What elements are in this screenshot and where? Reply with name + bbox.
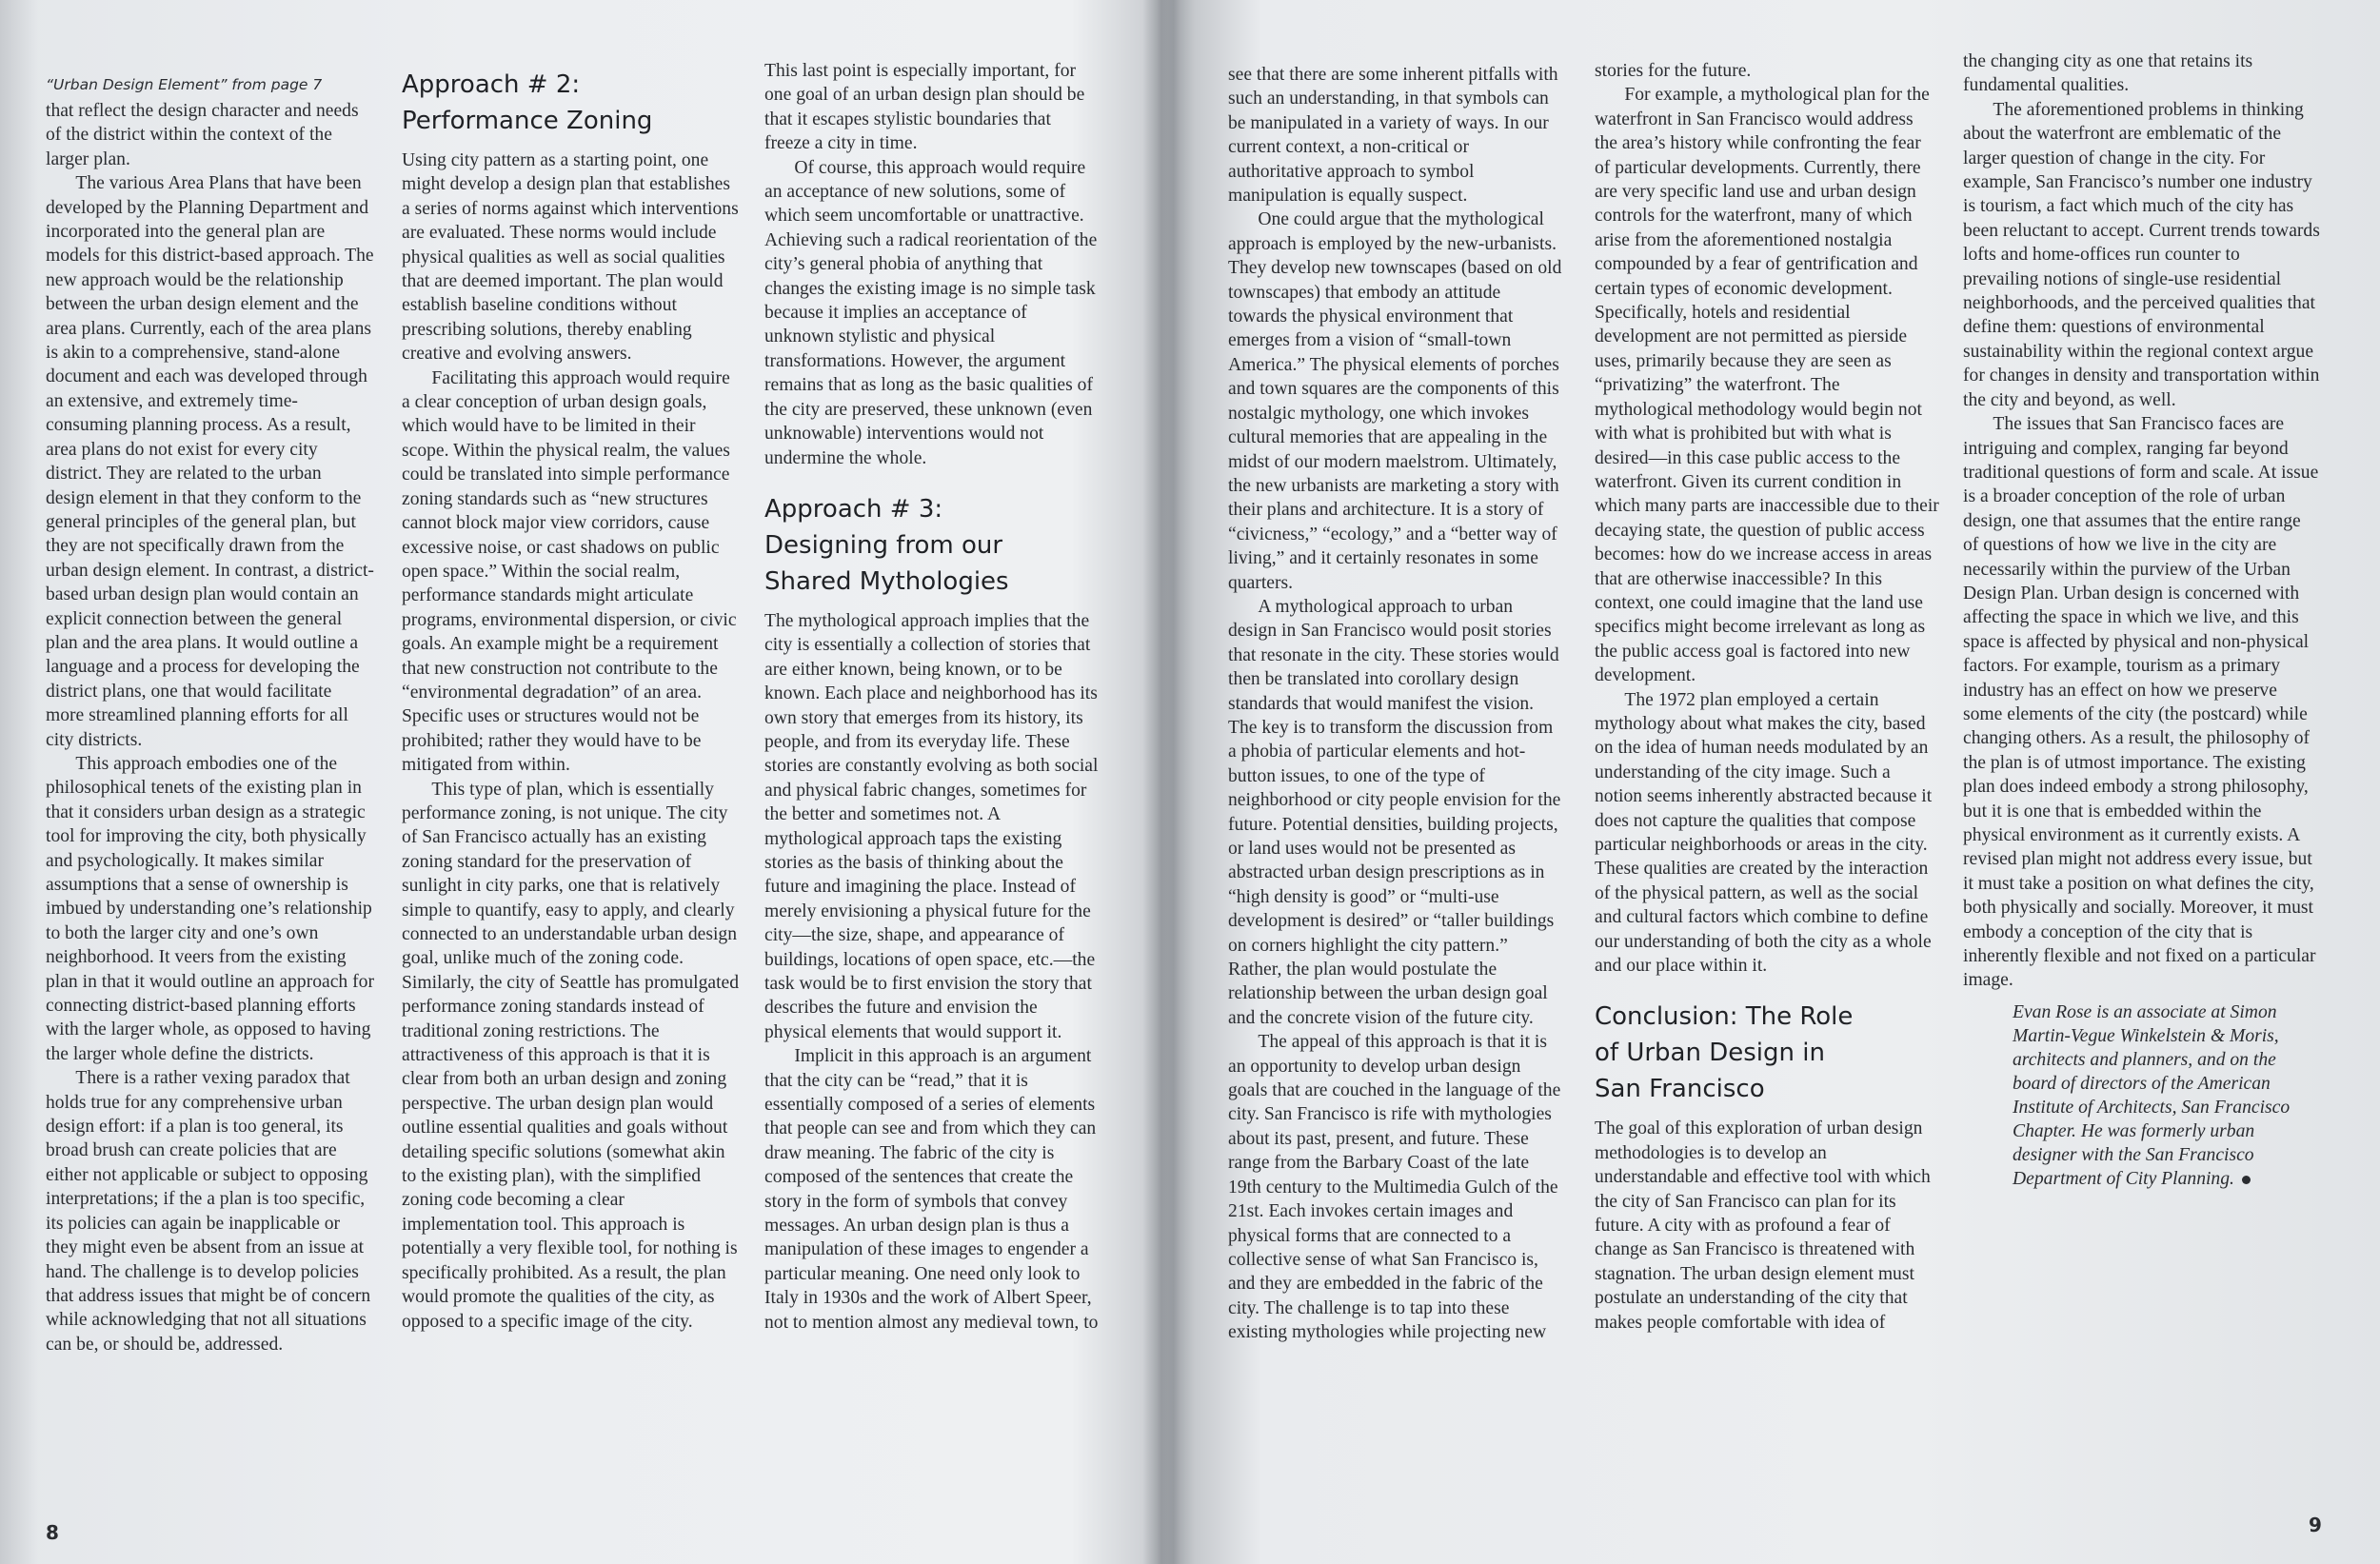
author-byline-text: Evan Rose is an associate at Simon Martin-Vegue Winkelstein & Moris, architects and planners, and on the board of directors of the American Institute of Architects, San Francisco Chapter. He was formerly urban designer with the San Francisco Department of City Planning. xyxy=(2013,1001,2291,1189)
paragraph: The aforementioned problems in thinking about the waterfront are emblematic of the larger question of change in the city. For example, San Francisco’s number one industry is tourism, a fact which much of the city has been reluctant to accept. Current trends towards lofts and home-offices run counter to prevailing notions of single-use residential neighborhoods, and the perceived qualities that define them: questions of environmental sustainability within the regional context argue for changes in density and transportation within the city and beyond, as well. xyxy=(1963,99,2320,410)
paragraph: The mythological approach implies that the city is essentially a collection of stories that are either known, being known, or to be known. Each place and neighborhood has its own story that emerges from its history, its people, and from its everyday life. These stories are constantly evolving as both social and physical fabric changes, sometimes for the better and sometimes not. A mythological approach taps the existing stories as the basis of thinking about the future and imagining the place. Instead of merely envisioning a physical future for the city—the size, shape, and appearance of buildings, locations of open space, etc.—the task would be to first envision the story that describes the future and envision the physical elements that would support it. xyxy=(764,610,1099,1042)
paragraph: see that there are some inherent pitfalls with such an understanding, in that symbols can be manipulated in a variety of ways. In our current context, a non-critical or authoritative approach to symbol manipulation is equally suspect. xyxy=(1228,65,1558,207)
page-number-left: 8 xyxy=(46,1521,59,1544)
heading-line: Conclusion: The Role xyxy=(1595,1002,1854,1032)
paragraph: This approach embodies one of the philosophical tenets of the existing plan in that it considers urban design as a strategic tool for improving the city, both physically and psychologically. It makes similar assumptions that a sense of ownership is imbued by understanding one’s relationship to both the larger city and one’s own neighborhood. It veers from the existing plan in that it would outline an approach for connecting district-based planning efforts with the larger whole, as opposed to having the larger whole define the districts. xyxy=(46,753,374,1064)
paragraph: Of course, this approach would require an acceptance of new solutions, some of which seem uncomfortable or unattractive. Achieving such a radical reorientation of the city’s general phobia of anything that changes the existing image is no simple task because it implies an acceptance of unknown stylistic and physical transformations. However, the argument remains that as long as the basic qualities of the city are preserved, these unknown (even unknowable) interventions would not undermine the whole. xyxy=(764,157,1098,468)
spine-gutter xyxy=(1142,0,1180,1564)
paragraph: There is a rather vexing paradox that holds true for any comprehensive urban design effort: if a plan is too general, its broad brush can create policies that are either not applicable or subject to opposing interpretations; if the a plan is too specific, its policies can again be inapplicable or they might even be absent from an issue at hand. The challenge is to develop policies that address issues that might be of concern while acknowledging that not all situations can be, or should be, addressed. xyxy=(46,1068,371,1355)
left-page-column-3 xyxy=(764,59,1100,1335)
heading-line: Designing from our xyxy=(764,530,1003,560)
right-page-column-1 xyxy=(1228,63,1563,1345)
paragraph: The goal of this exploration of urban design methodologies is to develop an understandable and effective tool with which the city of San Francisco can plan for its future. A city with as profound a fear of change as San Francisco is threatened with stagnation. The urban design element must postulate an understanding of the city that makes people comfortable with idea of xyxy=(1595,1119,1931,1333)
heading-line: San Francisco xyxy=(1595,1075,1765,1104)
paragraph: One could argue that the mythological approach is employed by the new-urbanists. They develop new townscapes (based on old townscapes) that embody an attitude towards the physical environment that emerges from a vision of “small-town America.” The physical elements of porches and town squares are the components of this nostalgic mythology, one which invokes cultural memories that are appealing in the midst of our modern maelstrom. Ultimately, the new urbanists are marketing a story with their plans and architecture. It is a story of “civicness,” “ecology,” and a “better way of living,” and it certainly resonates in some quarters. xyxy=(1228,209,1562,593)
paragraph: A mythological approach to urban design in San Francisco would posit stories that resonate in the city. These stories would then be translated into corollary design standards that would manifest the vision. The key is to transform the discussion from a phobia of particular elements and hot-button issues, to one of the type of neighborhood or city people envision for the future. Potential densities, building projects, or land uses would not be presented as abstracted urban design prescriptions as in “high density is good” or “multi-use development is desired” or “taller buildings on corners highlight the city pattern.” Rather, the plan would postulate the relationship between the urban design goal and the concrete vision of the future city. xyxy=(1228,596,1561,1028)
page-edge-shadow xyxy=(0,0,38,1564)
paragraph: This type of plan, which is essentially performance zoning, is not unique. The city of San Francisco actually has an existing zoning standard for the preservation of sunlight in city parks, one that is relatively simple to quantify, easy to apply, and clearly connected to an understandable urban design goal, unlike much of the zoning code. Similarly, the city of Seattle has promulgated performance zoning standards instead of traditional zoning restrictions. The attractiveness of this approach is that it is clear from both an urban design and zoning perspective. The urban design plan would outline essential qualities and goals without detailing specific solutions (somewhat akin to the existing plan), with the simplified zoning code becoming a clear implementation tool. This approach is potentially a very flexible tool, for nothing is specifically prohibited. As a result, the plan would promote the qualities of the city, as opposed to a specific image of the city. xyxy=(402,779,740,1332)
heading-line: Approach # 2: xyxy=(402,70,581,99)
page-number-right: 9 xyxy=(2309,1514,2322,1536)
paragraph: The issues that San Francisco faces are intriguing and complex, ranging far beyond traditional questions of form and scale. At issue is a broader conception of the role of urban design, one that assumes that the entire range of questions of how we live in the city are necessarily within the purview of the Urban Design Plan. Urban design is concerned with affecting the space in which we live, and this space is affected by physical and non-physical factors. For example, tourism as a primary industry has an effect on how we preserve some elements of the city (the postcard) while changing others. As a result, the philosophy of the plan is of utmost importance. The existing plan does indeed embody a strong philosophy, but it is one that is embedded within the physical environment as it currently exists. A revised plan might not address every issue, but it must take a position on what defines the city, both physically and socially. Moreover, it must embody a conception of the city that is inherently flexible and not fixed on a particular image. xyxy=(1963,414,2319,991)
end-mark-icon xyxy=(2242,1176,2251,1184)
heading-line: Performance Zoning xyxy=(402,107,653,135)
paragraph: Implicit in this approach is an argument that the city can be “read,” that it is essentially composed of a series of elements that people can see and from which they can draw meaning. The fabric of the city is composed of the sentences that create the story in the form of symbols that convey messages. An urban design plan is thus a manipulation of these images to engender a particular meaning. One need only look to Italy in 1930s and the work of Albert Speer, not to mention almost any medieval town, to xyxy=(764,1046,1099,1333)
paragraph: The 1972 plan employed a certain mythology about what makes the city, based on the idea of human needs modulated by an understanding of the city image. Such a notion seems inherently abstracted because it does not capture the qualities that compose particular neighborhoods or areas in the city. These qualities are created by the interaction of the physical pattern, as well as the social and cultural factors which combine to define our understanding of both the city as a whole and our place within it. xyxy=(1595,689,1933,977)
author-byline xyxy=(1963,1000,2320,1191)
right-page-column-3 xyxy=(1963,49,2320,1191)
paragraph: Using city pattern as a starting point, one might develop a design plan that establishes a series of norms against which interventions are evaluated. These norms would include physical qualities as well as social qualities that are deemed important. The plan would establish baseline conditions without prescribing solutions, thereby enabling creative and evolving answers. xyxy=(402,150,739,365)
right-page-column-2 xyxy=(1595,59,1939,1335)
left-page-column-2 xyxy=(402,67,740,1334)
heading-line: Shared Mythologies xyxy=(764,566,1009,596)
heading-line: of Urban Design in xyxy=(1595,1039,1825,1068)
paragraph: For example, a mythological plan for the waterfront in San Francisco would address the area’s history while confronting the fear of particular developments. Currently, there are very specific land use and urban design controls for the waterfront, many of which arise from the aforementioned nostalgia compounded by a fear of gentrification and certain types of economic development. Specifically, hotels and residential development are not permitted as pierside uses, primarily because they are seen as “privatizing” the waterfront. The mythological methodology would begin not with what is prohibited but with what is desired—in this case public access to the waterfront. Given its current condition in which many parts are inaccessible due to their decaying state, the question of public access becomes: how do we increase access in areas that are otherwise inaccessible? In this context, one could imagine that the land use specifics might become irrelevant as long as the public access goal is factored into new development. xyxy=(1595,85,1939,686)
paragraph: The appeal of this approach is that it is an opportunity to develop urban design goals that are couched in the language of the city. San Francisco is rife with mythologies about its past, present, and future. These range from the Barbary Coast of the late 19th century to the Multimedia Gulch of the 21st. Each invokes certain images and physical forms that are connected to a collective sense of what San Francisco is, and they are embedded in the fabric of the city. The challenge is to tap into these existing mythologies while projecting new xyxy=(1228,1032,1561,1343)
continued-from-label: “Urban Design Element” from page 7 xyxy=(46,76,323,93)
paragraph: Facilitating this approach would require a clear conception of urban design goals, which would have to be limited in their scope. Within the physical realm, the values could be translated into simple performance zoning standards such as “new structures cannot block major view corridors, cause excessive noise, or cast shadows on public open space.” Within the social realm, performance standards might articulate programs, environmental dispersion, or civic goals. An example might be a requirement that new construction not contribute to the “environmental degradation” of an area. Specific uses or structures would not be prohibited; rather they would have to be mitigated from within. xyxy=(402,367,737,776)
paragraph: the changing city as one that retains its fundamental qualities. xyxy=(1963,51,2253,96)
paragraph: This last point is especially important, for one goal of an urban design plan should be that it escapes stylistic boundaries that freeze a city in time. xyxy=(764,61,1085,154)
paragraph: The various Area Plans that have been developed by the Planning Department and incorporated into the general plan are models for this district-based approach. The new approach would be the relationship between the urban design element and the area plans. Currently, each of the area plans is akin to a comprehensive, stand-alone document and each was developed through an extensive, and extremely time-consuming planning process. As a result, area plans do not exist for every city district. They are related to the urban design element in that they conform to the general principles of the general plan, but they are not specifically drawn from the urban design element. In contrast, a district-based urban design plan would contain an explicit connection between the general plan and the area plans. It would outline a language and a process for developing the district plans, one that would facilitate more streamlined planning efforts for all city districts. xyxy=(46,173,374,750)
section-heading-approach-3 xyxy=(764,491,1100,600)
paragraph: stories for the future. xyxy=(1595,61,1752,81)
left-page-column-1 xyxy=(46,74,374,1356)
paragraph: that reflect the design character and needs of the district within the context of the larger plan. xyxy=(46,101,359,169)
heading-line: Approach # 3: xyxy=(764,494,943,524)
section-heading-approach-2 xyxy=(402,67,740,139)
section-heading-conclusion xyxy=(1595,999,1939,1107)
